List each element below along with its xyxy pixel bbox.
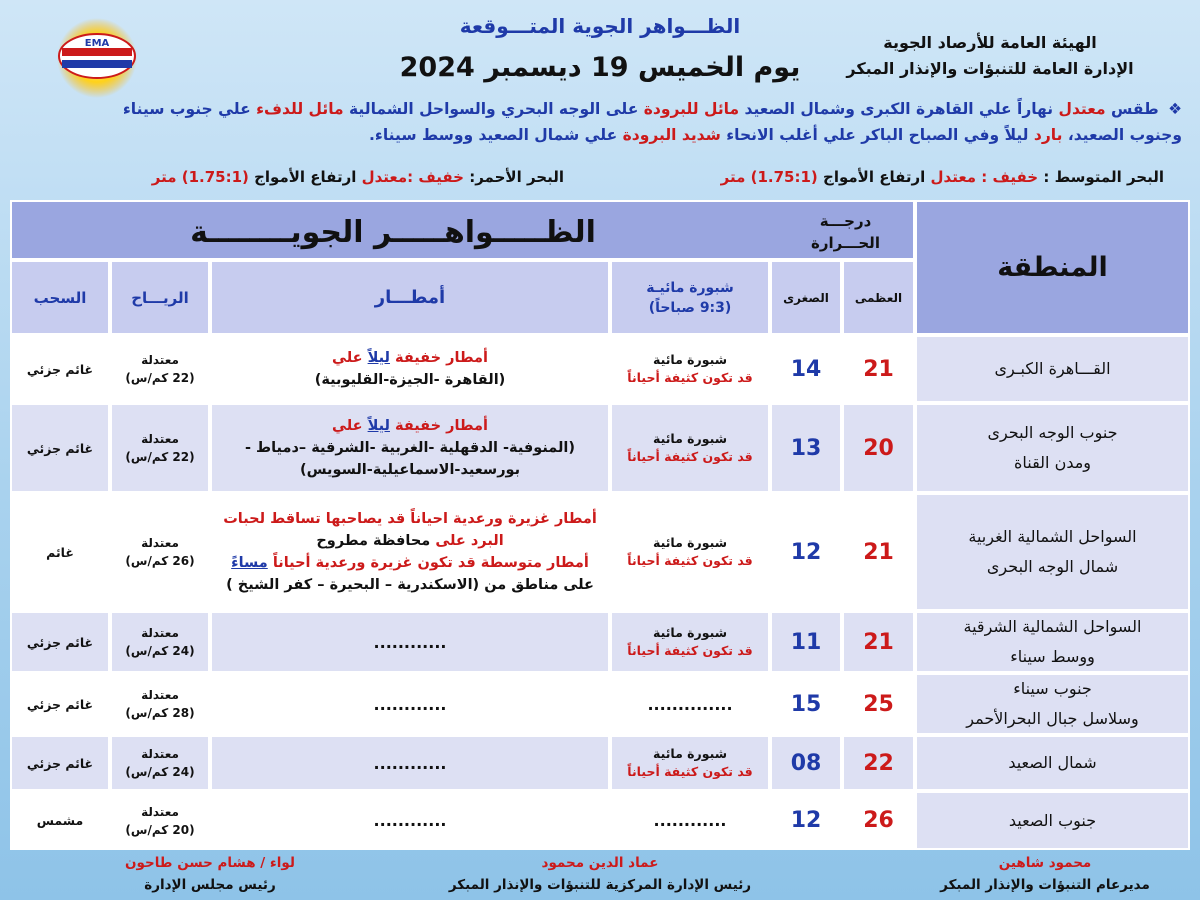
fog-text: قد تكون كثيفة أحياناً	[627, 643, 753, 658]
cell-fog	[610, 335, 770, 403]
cell-wind	[110, 791, 210, 850]
min-text: 08	[790, 750, 822, 776]
rain-text: ............	[373, 753, 447, 773]
cell-cloud	[10, 673, 110, 735]
max-text: 25	[863, 691, 894, 717]
cloud-text: غائم	[46, 544, 74, 560]
rain-text: ............	[373, 811, 447, 830]
cell-min	[770, 611, 842, 673]
cell-rain	[210, 493, 610, 611]
col-rain-header	[210, 260, 610, 335]
cell-wind	[110, 403, 210, 493]
cell-min	[770, 673, 842, 735]
signer-name: عماد الدين محمود	[541, 855, 659, 871]
cell-wind	[110, 611, 210, 673]
weather-summary	[22, 96, 1182, 148]
summary-text: وجنوب الصعيد،	[1067, 126, 1182, 144]
summary-text: معتدل	[1058, 100, 1106, 118]
col-min-header	[770, 260, 842, 335]
min-text: 13	[790, 435, 822, 461]
min-text: 12	[790, 808, 822, 833]
cell-max	[842, 335, 915, 403]
cell-rain	[210, 335, 610, 403]
region-text: جنوب الوجه البحرى	[987, 423, 1118, 442]
temp-header-line: الحـــرارة	[811, 234, 880, 252]
signer-title: رئيس مجلس الإدارة	[144, 877, 276, 893]
cloud-text: غائم جزئي	[26, 361, 94, 377]
fog-text: قد تكون كثيفة أحياناً	[627, 764, 753, 779]
ema-logo-icon	[40, 18, 155, 98]
cell-rain	[210, 403, 610, 493]
cell-fog	[610, 611, 770, 673]
wind-text: (26 كم/س)	[125, 554, 195, 568]
waves-value: (1.75:1) متر	[720, 168, 818, 186]
cloud-text: مشمس	[36, 813, 84, 828]
rain-text: على مناطق من (الاسكندرية – البحيرة – كفر الشيخ )	[226, 577, 594, 593]
summary-text: علي شمال الصعيد ووسط سيناء.	[369, 126, 618, 144]
wind-text: معتدلة	[141, 432, 179, 446]
min-text: 15	[790, 691, 822, 717]
wind-text: معتدلة	[141, 804, 179, 819]
region-text: القـــاهرة الكبـرى	[994, 359, 1111, 378]
signature-2	[380, 852, 820, 896]
rain-text: البرد على	[435, 533, 504, 549]
cell-cloud	[10, 335, 110, 403]
region-text: السواحل الشمالية الغربية	[968, 527, 1137, 546]
summary-text: على الوجه البحري والسواحل الشمالية	[349, 100, 639, 118]
cell-wind	[110, 493, 210, 611]
wind-text: معتدلة	[141, 353, 179, 367]
waves-label: ارتفاع الأمواج	[254, 168, 357, 186]
rain-text: ............	[373, 632, 447, 652]
rain-line: (المنوفية- الدقهلية -الغربية -الشرقية –دمياط -	[244, 440, 576, 456]
org-line-1: الهيئة العامة للأرصاد الجوية	[883, 33, 1097, 52]
col-max-header	[842, 260, 915, 335]
rain-line: (القاهرة -الجيزة-القليوبية)	[314, 372, 506, 388]
cell-cloud	[10, 611, 110, 673]
summary-text: طقس	[1111, 100, 1159, 118]
rain-text: مساءً	[231, 555, 268, 571]
cell-min	[770, 493, 842, 611]
col-wind-header	[110, 260, 210, 335]
max-text: 20	[863, 435, 894, 461]
wind-text: (22 كم/س)	[125, 371, 195, 385]
max-text: 21	[863, 356, 894, 382]
cloud-text: غائم جزئي	[26, 755, 94, 771]
region-header-label: المنطقة	[997, 252, 1108, 283]
sea-label: البحر الأحمر:	[469, 168, 564, 186]
fog-text: ..............	[647, 694, 733, 714]
col-label: شبورة مائيـة	[646, 279, 734, 296]
fog-text: قد تكون كثيفة أحياناً	[627, 553, 753, 568]
max-text: 26	[863, 808, 894, 833]
forecast-date: يوم الخميس 19 ديسمبر 2024	[399, 52, 801, 83]
cell-cloud	[10, 735, 110, 791]
wind-text: (22 كم/س)	[125, 450, 195, 464]
signer-title: رئيس الإدارة المركزية للتنبؤات والإنذار المبكر	[448, 877, 752, 893]
cell-min	[770, 791, 842, 850]
page-title: الظـــواهر الجوية المتـــوقعة	[459, 14, 741, 38]
col-label: الريـــاح	[131, 288, 189, 307]
summary-text: مائل للبرودة	[643, 100, 740, 118]
cloud-text: غائم جزئي	[26, 440, 94, 456]
cell-fog	[610, 735, 770, 791]
col-label: (9:3 صباحاً)	[648, 299, 732, 316]
mediterranean-sea-status	[721, 168, 1164, 186]
cell-region	[915, 673, 1190, 735]
signer-name: محمود شاهين	[998, 855, 1092, 871]
wind-text: معتدلة	[141, 626, 179, 640]
fog-text: شبورة مائية	[653, 352, 727, 367]
max-text: 21	[863, 539, 894, 565]
cell-fog	[610, 493, 770, 611]
region-text: شمال الوجه البحرى	[986, 557, 1119, 576]
phenomena-title-text: الظـــــواهـــــر الجويــــــــة	[190, 214, 596, 250]
col-label: السحب	[33, 288, 87, 307]
phenomena-title	[10, 202, 778, 260]
fog-text: شبورة مائية	[653, 431, 727, 446]
cell-max	[842, 611, 915, 673]
col-label: العظمى	[854, 290, 903, 305]
cell-max	[842, 791, 915, 850]
col-fog-header	[610, 260, 770, 335]
rain-text: علي	[332, 418, 363, 434]
wind-text: (28 كم/س)	[125, 706, 195, 720]
cell-region	[915, 403, 1190, 493]
min-text: 11	[790, 629, 822, 655]
cell-region	[915, 791, 1190, 850]
col-label: الصغرى	[783, 290, 829, 305]
signature-3	[70, 852, 350, 896]
max-text: 22	[863, 750, 894, 776]
cell-max	[842, 673, 915, 735]
sea-label: البحر المتوسط :	[1043, 168, 1164, 186]
cell-rain	[210, 791, 610, 850]
cell-region	[915, 611, 1190, 673]
region-header	[915, 200, 1190, 335]
rain-line	[316, 530, 503, 552]
signer-name: لواء / هشام حسن طاحون	[125, 855, 295, 871]
fog-text: قد تكون كثيفة أحياناً	[627, 449, 753, 464]
rain-line	[231, 552, 589, 574]
sea-state: خفيف :معتدل	[361, 168, 464, 186]
rain-text: ............	[373, 694, 447, 714]
rain-text: أمطار خفيفة	[395, 418, 488, 434]
summary-text: نهاراً علي القاهرة الكبرى وشمال الصعيد	[744, 100, 1054, 118]
region-text: السواحل الشمالية الشرقية	[963, 617, 1142, 636]
cell-max	[842, 403, 915, 493]
fog-text: شبورة مائية	[653, 625, 727, 640]
cell-rain	[210, 735, 610, 791]
wind-text: (24 كم/س)	[125, 765, 195, 779]
region-text: ووسط سيناء	[1010, 647, 1095, 666]
cell-fog	[610, 791, 770, 850]
rain-text: أمطار غزيرة ورعدية احياناً قد يصاحبها تساقط لحبات	[223, 511, 597, 527]
col-label: أمطـــار	[374, 287, 446, 308]
cell-cloud	[10, 403, 110, 493]
cloud-text: غائم جزئي	[26, 696, 94, 712]
summary-text: علي جنوب سيناء	[122, 100, 251, 118]
sea-state: خفيف : معتدل	[930, 168, 1039, 186]
temp-header-line: درجـــة	[819, 212, 872, 230]
wind-text: معتدلة	[141, 688, 179, 702]
rain-line	[332, 415, 488, 437]
min-text: 14	[790, 356, 822, 382]
region-text: وسلاسل جبال البحرالأحمر	[966, 709, 1139, 728]
organization-name	[820, 30, 1160, 82]
cloud-text: غائم جزئي	[26, 634, 94, 650]
temperature-header	[778, 202, 913, 260]
col-cloud-header	[10, 260, 110, 335]
cell-cloud	[10, 791, 110, 850]
rain-text: علي	[332, 350, 363, 366]
wind-text: معتدلة	[141, 536, 179, 550]
org-line-2: الإدارة العامة للتنبؤات والإنذار المبكر	[846, 59, 1134, 78]
rain-text: ليلاً	[367, 418, 390, 434]
cell-wind	[110, 735, 210, 791]
fog-text: ............	[653, 811, 727, 830]
cell-region	[915, 735, 1190, 791]
cell-rain	[210, 673, 610, 735]
rain-line	[226, 574, 594, 596]
wind-text: (24 كم/س)	[125, 644, 195, 658]
forecast-table	[10, 200, 1190, 850]
region-text: جنوب سيناء	[1013, 679, 1092, 698]
summary-text: شديد البرودة	[622, 126, 721, 144]
region-text: ومدن القناة	[1013, 453, 1092, 472]
cell-wind	[110, 673, 210, 735]
fog-text: شبورة مائية	[653, 535, 727, 550]
fog-text: قد تكون كثيفة أحياناً	[627, 370, 753, 385]
summary-text: بارد	[1033, 126, 1063, 144]
region-text: شمال الصعيد	[1008, 753, 1097, 772]
waves-value: (1.75:1) متر	[151, 168, 249, 186]
rain-text: محافظة مطروح	[316, 533, 431, 549]
fog-text: شبورة مائية	[653, 746, 727, 761]
rain-line	[223, 508, 597, 530]
red-sea-status	[152, 168, 564, 186]
region-text: جنوب الصعيد	[1008, 810, 1097, 830]
rain-line	[332, 347, 488, 369]
rain-text: ليلاً	[367, 350, 390, 366]
cell-max	[842, 493, 915, 611]
cell-cloud	[10, 493, 110, 611]
summary-text: مائل للدفء	[256, 100, 344, 118]
rain-text: أمطار خفيفة	[395, 350, 488, 366]
signer-title: مديرعام التنبؤات والإنذار المبكر	[940, 877, 1150, 893]
max-text: 21	[863, 629, 894, 655]
cell-min	[770, 335, 842, 403]
rain-text: أمطار متوسطة قد تكون غزيرة ورعدية أحياناً	[272, 555, 589, 571]
cell-fog	[610, 403, 770, 493]
cell-min	[770, 403, 842, 493]
cell-max	[842, 735, 915, 791]
bullet-icon: ❖	[1168, 100, 1182, 118]
cell-wind	[110, 335, 210, 403]
cell-fog	[610, 673, 770, 735]
wind-text: (20 كم/س)	[125, 822, 195, 837]
phenomena-header	[10, 200, 915, 260]
cell-min	[770, 735, 842, 791]
cell-region	[915, 493, 1190, 611]
waves-label: ارتفاع الأمواج	[823, 168, 926, 186]
summary-text: ليلاً وفي الصباح الباكر علي أغلب الانحاء	[726, 126, 1029, 144]
rain-line: بورسعيد-الاسماعيلية-السويس)	[299, 462, 521, 478]
cell-region	[915, 335, 1190, 403]
logo-text: EMA	[84, 38, 110, 49]
signature-1	[920, 852, 1170, 896]
min-text: 12	[790, 539, 822, 565]
cell-rain	[210, 611, 610, 673]
wind-text: معتدلة	[141, 747, 179, 761]
